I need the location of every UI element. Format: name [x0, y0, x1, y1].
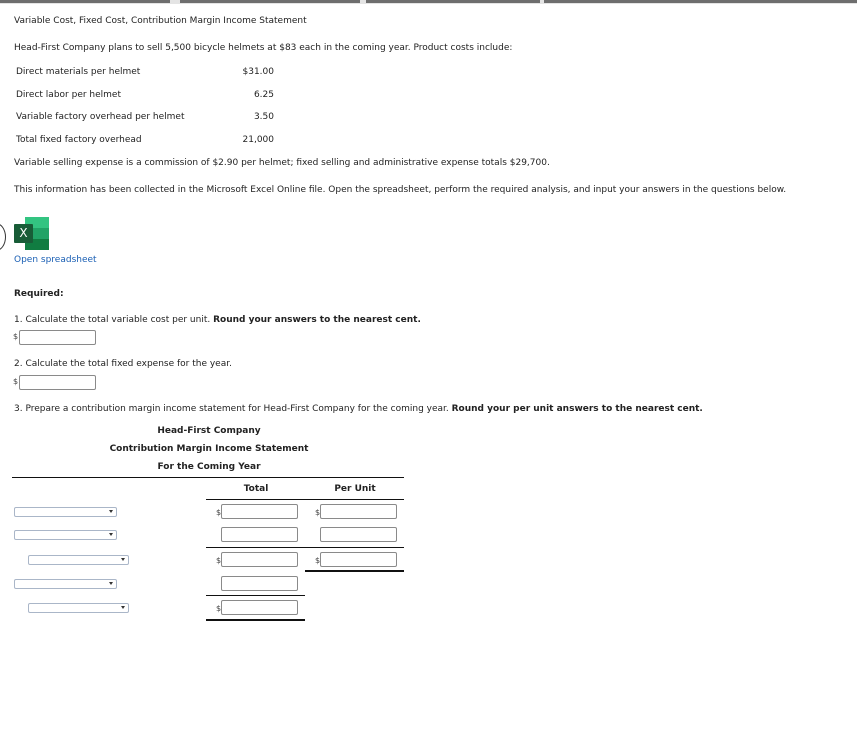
statement-per-unit-input[interactable] — [320, 552, 397, 567]
statement-line-select[interactable] — [28, 555, 129, 565]
currency-symbol: $ — [315, 508, 321, 517]
cost-label: Direct materials per helmet — [16, 67, 141, 77]
question-1-emphasis: Round your answers to the nearest cent. — [213, 315, 421, 325]
statement-total-input[interactable] — [221, 552, 298, 567]
question-3 — [14, 404, 703, 414]
intro-text: Head-First Company plans to sell 5,500 bicycle helmets at $83 each in the coming year. Product costs include: — [14, 43, 513, 53]
top-tab-segment — [0, 0, 170, 3]
required-heading: Required: — [14, 289, 64, 299]
top-tab-strip — [0, 0, 857, 4]
selling-note: Variable selling expense is a commission of $2.90 per helmet; fixed selling and administrative expense totals $29,700. — [14, 158, 550, 168]
column-header-per-unit: Per Unit — [334, 484, 376, 494]
net-income-rule — [206, 595, 305, 596]
top-tab-segment — [544, 0, 857, 3]
excel-icon[interactable] — [14, 217, 49, 250]
currency-symbol: $ — [315, 556, 321, 565]
cost-row — [16, 90, 274, 104]
question-1-text: 1. Calculate the total variable cost per unit. — [14, 315, 214, 325]
chevron-down-icon — [109, 533, 113, 536]
chevron-down-icon — [109, 510, 113, 513]
statement-total-input[interactable] — [221, 576, 298, 591]
statement-line-select[interactable] — [28, 603, 129, 613]
cost-value: 3.50 — [253, 112, 274, 122]
cost-row — [16, 67, 274, 81]
excel-note: This information has been collected in the Microsoft Excel Online file. Open the spreadsheet, perform the required analysis, and input your answers in the questions below. — [14, 185, 787, 195]
open-spreadsheet-link[interactable]: Open spreadsheet — [14, 255, 97, 265]
top-tab-segment — [366, 0, 540, 3]
excel-icon-letter: X — [14, 224, 33, 243]
statement-header-rule — [12, 477, 404, 478]
statement-line-select[interactable] — [14, 579, 117, 589]
statement-title: Contribution Margin Income Statement — [109, 444, 309, 454]
statement-company: Head-First Company — [157, 426, 261, 436]
total-double-rule — [206, 619, 305, 621]
cost-row — [16, 112, 274, 126]
cost-label: Variable factory overhead per helmet — [16, 112, 185, 122]
currency-symbol: $ — [216, 556, 222, 565]
column-header-rule — [206, 499, 404, 500]
left-edge-circle — [0, 223, 6, 251]
statement-line-select[interactable] — [14, 507, 117, 517]
subtotal-rule — [206, 547, 404, 548]
cost-value: $31.00 — [242, 67, 274, 77]
currency-symbol: $ — [13, 377, 19, 386]
statement-per-unit-input[interactable] — [320, 527, 397, 542]
top-tab-segment — [180, 0, 360, 3]
column-header-total: Total — [243, 484, 269, 494]
statement-total-input[interactable] — [221, 527, 298, 542]
per-unit-double-rule — [305, 570, 404, 572]
cost-label: Total fixed factory overhead — [16, 135, 142, 145]
currency-symbol: $ — [216, 508, 222, 517]
cost-label: Direct labor per helmet — [16, 90, 121, 100]
currency-symbol: $ — [216, 604, 222, 613]
statement-period: For the Coming Year — [157, 462, 261, 472]
question-3-text: 3. Prepare a contribution margin income statement for Head-First Company for the coming year. — [14, 404, 452, 414]
chevron-down-icon — [109, 582, 113, 585]
question-3-emphasis: Round your per unit answers to the nearest cent. — [451, 404, 703, 414]
page-title: Variable Cost, Fixed Cost, Contribution Margin Income Statement — [14, 16, 307, 26]
question-1 — [14, 315, 421, 325]
question-2: 2. Calculate the total fixed expense for the year. — [14, 359, 232, 369]
cost-value: 21,000 — [242, 135, 274, 145]
statement-total-input[interactable] — [221, 504, 298, 519]
chevron-down-icon — [121, 606, 125, 609]
statement-total-input[interactable] — [221, 600, 298, 615]
cost-row — [16, 135, 274, 149]
cost-value: 6.25 — [253, 90, 274, 100]
currency-symbol: $ — [13, 332, 19, 341]
statement-line-select[interactable] — [14, 530, 117, 540]
variable-cost-per-unit-input[interactable] — [19, 330, 96, 345]
statement-per-unit-input[interactable] — [320, 504, 397, 519]
chevron-down-icon — [121, 558, 125, 561]
total-fixed-expense-input[interactable] — [19, 375, 96, 390]
